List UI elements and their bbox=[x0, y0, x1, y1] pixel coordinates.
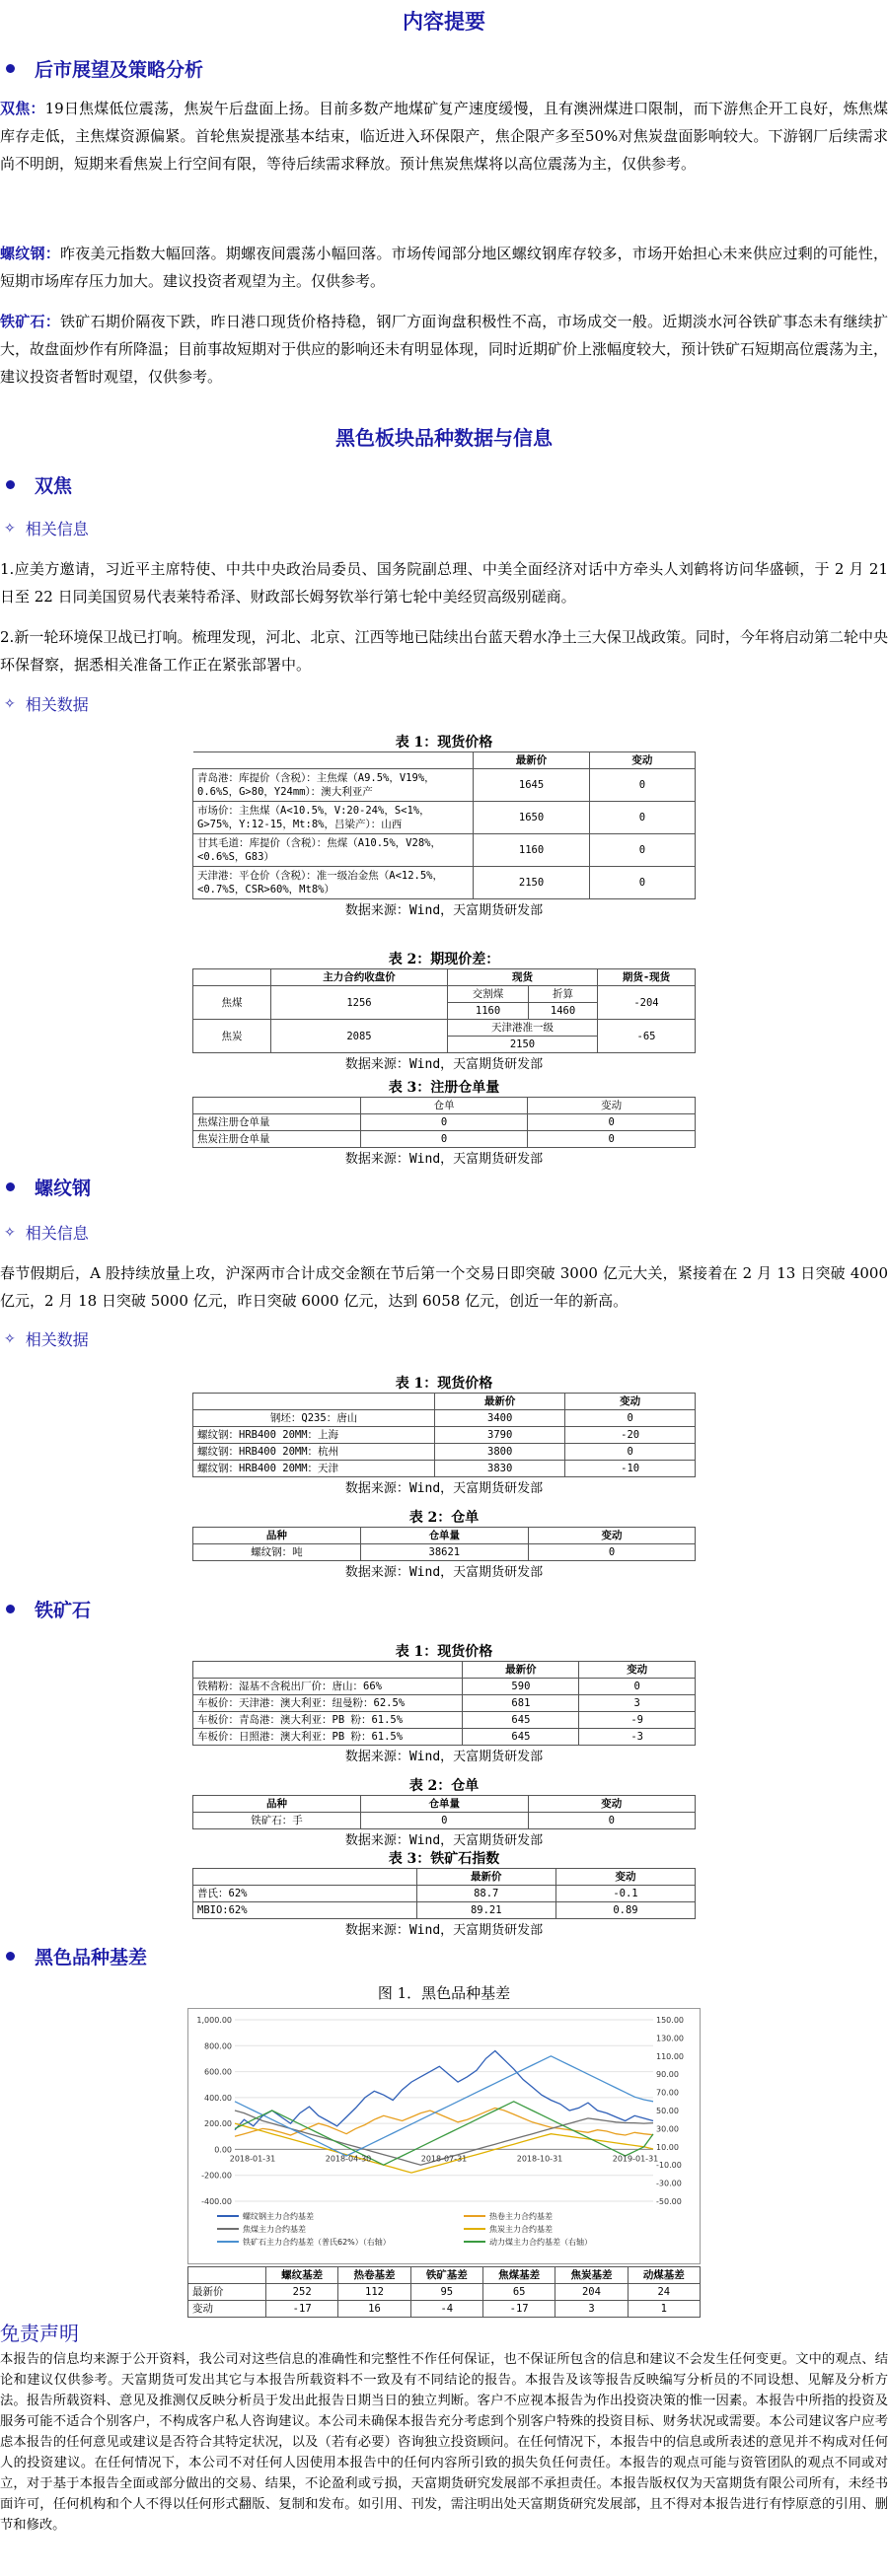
coke-heading: 双焦 bbox=[0, 471, 888, 498]
coke-info-para-1: 1.应美方邀请，习近平主席特使、中共中央政治局委员、国务院副总理、中美全面经济对话中方牵头人刘鹤将访问华盛顿，于 2 月 21 日至 22 日同美国贸易代表莱特希泽、财政部长姆努钦举行第七轮中美经贸高级别磋商。 bbox=[0, 560, 888, 606]
legend-label: 焦煤主力合约基差 bbox=[243, 2225, 306, 2234]
x-tick-label: 2019-01-31 bbox=[612, 2154, 659, 2164]
table-row: 甘其毛道：库提价（含税）：焦煤（A10.5%，V28%，<0.6%S，G83） 1160 0 bbox=[193, 834, 696, 867]
coke-info-heading: ✧ 相关信息 bbox=[4, 520, 89, 538]
coke-table-3-block bbox=[0, 1077, 888, 1167]
basis-figure-caption-block bbox=[0, 1982, 888, 2003]
iron-index-table bbox=[192, 1868, 696, 1919]
disclaimer-title: 免责声明 bbox=[0, 2322, 79, 2345]
left-tick-label: 600.00 bbox=[204, 2067, 232, 2077]
coke-info-heading-block bbox=[0, 517, 888, 539]
rebar-info-heading-block bbox=[0, 1221, 888, 1244]
coke-table-1-source: 数据来源：Wind，天富期货研发部 bbox=[344, 903, 544, 918]
right-tick-label: 150.00 bbox=[656, 2016, 684, 2025]
rebar-data-heading: ✧ 相关数据 bbox=[4, 1330, 89, 1349]
coke-table-1-block bbox=[0, 732, 888, 918]
coke-data-heading-block bbox=[0, 692, 888, 715]
coke-info-body bbox=[0, 555, 888, 610]
strategy-section bbox=[0, 55, 888, 82]
bullet-icon bbox=[6, 64, 15, 73]
coke-table-1-caption: 表 1：现货价格 bbox=[395, 735, 493, 751]
coke-info-body-2 bbox=[0, 623, 888, 679]
table-header-row: 仓单 变动 bbox=[193, 1098, 696, 1114]
right-tick-label: -50.00 bbox=[656, 2197, 682, 2206]
x-tick-label: 2018-10-31 bbox=[516, 2154, 563, 2164]
iron-table-1-block bbox=[0, 1641, 888, 1764]
rebar-table-1-block bbox=[0, 1373, 888, 1496]
rebar-table-1-caption: 表 1：现货价格 bbox=[395, 1376, 493, 1392]
basis-heading: 黑色品种基差 bbox=[0, 1943, 888, 1969]
iron-table-3-caption: 表 3：铁矿石指数 bbox=[388, 1851, 500, 1867]
basis-figure-caption: 图 1．黑色品种基差 bbox=[377, 1984, 511, 2002]
coke-warrant-table bbox=[192, 1097, 696, 1148]
table-row: 天津港：平仓价（含税）：准一级冶金焦（A<12.5%，<0.7%S，CSR>60%，Mt8%） 2150 0 bbox=[193, 867, 696, 899]
rebar-heading: 螺纹钢 bbox=[0, 1174, 888, 1200]
right-tick-label: -10.00 bbox=[656, 2161, 682, 2171]
table-row: 焦炭 2085 天津港准一级 -65 bbox=[193, 1020, 696, 1037]
right-tick-label: 90.00 bbox=[656, 2070, 679, 2080]
coke-info-para-2: 2.新一轮环境保卫战已打响。梳理发现，河北、北京、江西等地已陆续出台蓝天碧水净土三大保卫战政策。同时，今年将启动第二轮中央环保督察，据悉相关准备工作正在紧张部署中。 bbox=[0, 628, 888, 674]
left-tick-label: 200.00 bbox=[204, 2119, 232, 2129]
table-row: 焦煤注册仓单量 0 0 bbox=[193, 1114, 696, 1131]
coke-heading-block bbox=[0, 471, 888, 498]
table-row: 普氏：62% 88.7 -0.1 bbox=[193, 1886, 696, 1902]
coke-table-2-caption: 表 2：期现价差： bbox=[388, 952, 500, 967]
table-row: 青岛港：库提价（含税）：主焦煤（A9.5%，V19%，0.6%S，G>80，Y24mm）：澳大利亚产 1645 0 bbox=[193, 769, 696, 802]
basis-table bbox=[187, 2266, 701, 2318]
table-row: 焦煤 1256 交割煤 折算 -204 bbox=[193, 986, 696, 1003]
table-row: 螺纹钢：HRB400 20MM：天津 3830 -10 bbox=[193, 1461, 696, 1477]
table-row: 焦炭注册仓单量 0 0 bbox=[193, 1131, 696, 1148]
coke-table-2-source: 数据来源：Wind，天富期货研发部 bbox=[344, 1057, 544, 1072]
rebar-info-body bbox=[0, 1259, 888, 1315]
rebar-data-heading-block bbox=[0, 1327, 888, 1350]
rebar-table-2-caption: 表 2：仓单 bbox=[408, 1510, 480, 1526]
page-title: 内容提要 bbox=[403, 9, 485, 34]
table-row: 市场价：主焦煤（A<10.5%，V:20-24%，S<1%，G>75%，Y:12-15，Mt:8%，吕梁产）：山西 1650 0 bbox=[193, 802, 696, 834]
disclaimer-body-block bbox=[0, 2349, 888, 2536]
left-tick-label: 800.00 bbox=[204, 2041, 232, 2051]
iron-table-1-caption: 表 1：现货价格 bbox=[395, 1644, 493, 1660]
right-tick-label: -30.00 bbox=[656, 2179, 682, 2188]
bullet-icon bbox=[6, 480, 15, 489]
legend-label: 热卷主力合约基差 bbox=[489, 2212, 553, 2221]
black-section-title: 黑色板块品种数据与信息 bbox=[335, 426, 553, 450]
bullet-icon bbox=[6, 1182, 15, 1191]
iron-table-1-source: 数据来源：Wind，天富期货研发部 bbox=[344, 1750, 544, 1764]
table-header-row: 最新价 变动 bbox=[193, 1869, 696, 1886]
iron-table-2-source: 数据来源：Wind，天富期货研发部 bbox=[344, 1833, 544, 1848]
iron-spot-table bbox=[192, 1661, 696, 1746]
iron-table-2-block bbox=[0, 1775, 888, 1848]
legend-label: 铁矿石主力合约基差（普氏62%）（右轴） bbox=[243, 2238, 391, 2247]
rebar-heading-block bbox=[0, 1174, 888, 1200]
strategy-rebar-block bbox=[0, 240, 888, 295]
x-tick-label: 2018-04-30 bbox=[325, 2154, 372, 2164]
diamond-icon: ✧ bbox=[4, 695, 16, 712]
strategy-iron-block bbox=[0, 308, 888, 391]
coke-table-2-block bbox=[0, 949, 888, 1072]
rebar-table-2-source: 数据来源：Wind，天富期货研发部 bbox=[344, 1565, 544, 1580]
x-tick-label: 2018-07-31 bbox=[420, 2154, 468, 2164]
coke-table-3-caption: 表 3：注册仓单量 bbox=[388, 1080, 500, 1096]
table-row: 最新价 252 112 95 65 204 24 bbox=[188, 2284, 701, 2301]
table-row: MBIO:62% 89.21 0.89 bbox=[193, 1902, 696, 1919]
table-header-row: 主力合约收盘价 现货 期货-现货 bbox=[193, 969, 696, 986]
rebar-spot-table bbox=[192, 1393, 696, 1477]
diamond-icon: ✧ bbox=[4, 1330, 16, 1347]
legend-label: 焦炭主力合约基差 bbox=[489, 2225, 553, 2234]
right-tick-label: 50.00 bbox=[656, 2107, 679, 2115]
left-tick-label: 1,000.00 bbox=[196, 2016, 232, 2025]
strategy-rebar: 螺纹钢：昨夜美元指数大幅回落。期螺夜间震荡小幅回落。市场传闻部分地区螺纹钢库存较多，市场开始担心未来供应过剩的可能性，短期市场库存压力加大。建议投资者观望为主。仅供参考。 bbox=[0, 245, 888, 290]
table-row: 车板价：天津港：澳大利亚：纽曼粉：62.5% 681 3 bbox=[193, 1695, 696, 1712]
disclaimer-block bbox=[0, 2318, 888, 2346]
right-tick-label: 110.00 bbox=[656, 2051, 684, 2061]
legend-label: 动力煤主力合约基差（右轴） bbox=[489, 2238, 592, 2247]
black-section-title-block bbox=[0, 422, 888, 451]
table-header-row: 品种 仓单量 变动 bbox=[193, 1796, 696, 1813]
left-tick-label: -400.00 bbox=[201, 2197, 232, 2206]
iron-table-3-block bbox=[0, 1848, 888, 1938]
disclaimer-text: 本报告的信息均来源于公开资料，我公司对这些信息的准确性和完整性不作任何保证，也不保证所包含的信息和建议不会发生任何变更。文中的观点、结论和建议仅供参考。天富期货可发出其它与本报告所载资料不一致及有不同结论的报告。本报告及该等报告反映编写分析员的不同设想、见解及分析方法。报告所载资料、意见及推测仅反映分析员于发出此报告日期当日的独立判断。客户不应视本报告为作出投资决策的惟一因素。本报告中所指的投资及服务可能不适合个别客户，不构成客户私人咨询建议。本公司未确保本报告充分考虑到个别客户特殊的投资目标、财务状况或需要。本公司建议客户应考虑本报告的任何意见或建议是否符合其特定状况，以及（若有必要）咨询独立投资顾问。在任何情况下，本报告中的信息或所表述的意见并不构成对任何人的投资建议。在任何情况下，本公司不对任何人因使用本报告中的任何内容所引致的损失负任何责任。本报告的观点可能与资管团队的观点不同或对立，对于基于本报告全面或部分做出的交易、结果，不论盈利或亏损，天富期货研究发展部不承担责任。本报告版权仅为天富期货有限公司所有，未经书面许可，任何机构和个人不得以任何形式翻版、复制和发布。如引用、刊发，需注明出处天富期货研究发展部，且不得对本报告进行有悖原意的引用、删节和修改。 bbox=[0, 2352, 888, 2533]
right-tick-label: 30.00 bbox=[656, 2124, 679, 2134]
table-row: 螺纹钢：HRB400 20MM：杭州 3800 0 bbox=[193, 1444, 696, 1461]
right-tick-label: 10.00 bbox=[656, 2142, 679, 2152]
right-tick-label: 130.00 bbox=[656, 2034, 684, 2043]
table-header-row: 最新价 变动 bbox=[193, 1662, 696, 1679]
table-row: 变动 -17 16 -4 -17 3 1 bbox=[188, 2301, 701, 2318]
bullet-icon bbox=[6, 1605, 15, 1613]
table-header-row: 螺纹基差 热卷基差 铁矿基差 焦煤基差 焦炭基差 动煤基差 bbox=[188, 2267, 701, 2284]
strategy-body bbox=[0, 95, 888, 178]
legend-label: 螺纹钢主力合约基差 bbox=[243, 2212, 314, 2221]
strategy-iron: 铁矿石：铁矿石期价隔夜下跌，昨日港口现货价格持稳，钢厂方面询盘积极性不高，市场成交一般。近期淡水河谷铁矿事态未有继续扩大，故盘面炒作有所降温；目前事故短期对于供应的影响还未有明显体现，同时近期矿价上涨幅度较大，预计铁矿石短期高位震荡为主，建议投资者暂时观望，仅供参考。 bbox=[0, 313, 888, 386]
basis-chart bbox=[187, 2008, 701, 2264]
right-tick-label: 70.00 bbox=[656, 2088, 679, 2098]
table-header-row: 最新价 变动 bbox=[193, 1394, 696, 1410]
table-row: 钢坯：Q235：唐山 3400 0 bbox=[193, 1410, 696, 1427]
basis-heading-block bbox=[0, 1943, 888, 1969]
table-row: 螺纹钢：吨 38621 0 bbox=[193, 1544, 696, 1561]
iron-table-2-caption: 表 2：仓单 bbox=[408, 1778, 480, 1794]
rebar-info-heading: ✧ 相关信息 bbox=[4, 1224, 89, 1243]
left-tick-label: -200.00 bbox=[201, 2171, 232, 2181]
strategy-heading: 后市展望及策略分析 bbox=[0, 55, 888, 82]
table-row: 车板价：青岛港：澳大利亚：PB 粉：61.5% 645 -9 bbox=[193, 1712, 696, 1729]
table-row: 车板价：日照港：澳大利亚：PB 粉：61.5% 645 -3 bbox=[193, 1729, 696, 1746]
rebar-warrant-table bbox=[192, 1527, 696, 1561]
table-row: 螺纹钢：HRB400 20MM：上海 3790 -20 bbox=[193, 1427, 696, 1444]
coke-table-3-source: 数据来源：Wind，天富期货研发部 bbox=[344, 1152, 544, 1167]
iron-heading: 铁矿石 bbox=[0, 1596, 888, 1622]
table-header-row: 品种 仓单量 变动 bbox=[193, 1528, 696, 1544]
strategy-coke: 双焦：19日焦煤低位震荡，焦炭午后盘面上扬。目前多数产地煤矿复产速度缓慢，且有澳洲煤进口限制，而下游焦企开工良好，炼焦煤库存走低，主焦煤资源偏紧。首轮焦炭提涨基本结束，临近进入环保限产，焦企限产多至50%对焦炭盘面影响较大。下游钢厂后续需求尚不明朗，短期来看焦炭上行空间有限，等待后续需求释放。预计焦炭焦煤将以高位震荡为主，仅供参考。 bbox=[0, 100, 888, 173]
table-row: 2150 bbox=[193, 1037, 696, 1053]
iron-warrant-table bbox=[192, 1795, 696, 1829]
basis-table-block bbox=[0, 2266, 888, 2318]
rebar-table-1-source: 数据来源：Wind，天富期货研发部 bbox=[344, 1481, 544, 1496]
coke-basis-table bbox=[192, 968, 696, 1053]
left-tick-label: 400.00 bbox=[204, 2093, 232, 2103]
x-tick-label: 2018-01-31 bbox=[229, 2154, 276, 2164]
table-row: 铁矿石：手 0 0 bbox=[193, 1813, 696, 1829]
diamond-icon: ✧ bbox=[4, 1224, 16, 1241]
rebar-info-para: 春节假期后，A 股持续放量上攻，沪深两市合计成交金额在节后第一个交易日即突破 3000 亿元大关，紧接着在 2 月 13 日突破 4000 亿元，2 月 18 日突破 5000 亿元，昨日突破 6000 亿元，达到 6058 亿元，创近一年的新高。 bbox=[0, 1264, 888, 1310]
table-row: 铁精粉：湿基不含税出厂价：唐山：66% 590 0 bbox=[193, 1679, 696, 1695]
bullet-icon bbox=[6, 1952, 15, 1961]
iron-heading-block bbox=[0, 1596, 888, 1622]
diamond-icon: ✧ bbox=[4, 520, 16, 537]
iron-table-3-source: 数据来源：Wind，天富期货研发部 bbox=[344, 1923, 544, 1938]
coke-spot-table bbox=[192, 751, 696, 899]
table-row: 1160 1460 bbox=[193, 1003, 696, 1020]
rebar-table-2-block bbox=[0, 1507, 888, 1580]
summary-title-block bbox=[0, 6, 888, 36]
table-header-row: 最新价 变动 bbox=[193, 752, 696, 769]
coke-data-heading: ✧ 相关数据 bbox=[4, 695, 89, 714]
left-tick-label: 0.00 bbox=[214, 2145, 232, 2155]
